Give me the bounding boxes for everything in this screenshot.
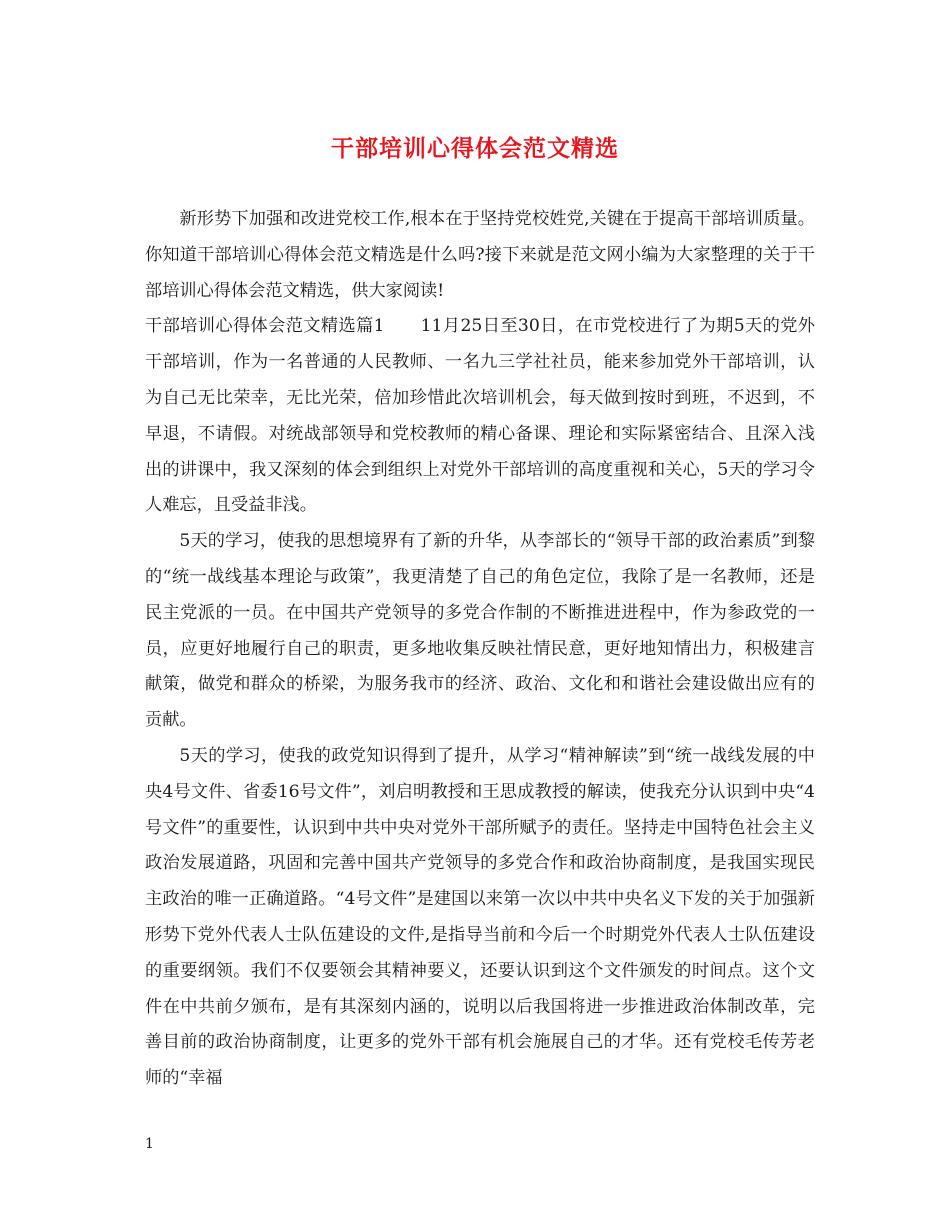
paragraph-2: 5天的学习，使我的思想境界有了新的升华，从李部长的“领导干部的政治素质”到黎的“统一战线基本理论与政策”，我更清楚了自己的角色定位，我除了是一名教师，还是民主党派的一员。在中国共产党领导的多党合作制的不断推进进程中，作为参政党的一员，应更好地履行自己的职责，更多地收集反映社情民意，更好地知情出力，积极建言献策，做党和群众的桥梁，为服务我市的经济、政治、文化和和谐社会建设做出应有的贡献。 bbox=[145, 531, 815, 731]
page-number: 1 bbox=[145, 1136, 154, 1152]
section-heading: 干部培训心得体会范文精选篇1 bbox=[145, 316, 385, 337]
section-paragraph-1 bbox=[145, 309, 815, 524]
section-first-text: 11月25日至30日，在市党校进行了为期5天的党外干部培训，作为一名普通的人民教师、一名九三学社社员，能来参加党外干部培训，认为自己无比荣幸，无比光荣，倍加珍惜此次培训机会，每天做到按时到班，不迟到，不早退，不请假。对统战部领导和党校教师的精心备课、理论和实际紧密结合、且深入浅出的讲课中，我又深刻的体会到组织上对党外干部培训的高度重视和关心，5天的学习令人难忘，且受益非浅。 bbox=[145, 316, 815, 516]
document-title: 干部培训心得体会范文精选 bbox=[331, 135, 619, 162]
document-body bbox=[145, 202, 815, 1097]
paragraph-3: 5天的学习，使我的政党知识得到了提升，从学习“精神解读”到“统一战线发展的中央4号文件、省委16号文件”，刘启明教授和王思成教授的解读，使我充分认识到中央“4号文件”的重要性，认识到中共中央对党外干部所赋予的责任。坚持走中国特色社会主义政治发展道路，巩固和完善中国共产党领导的多党合作和政治协商制度，是我国实现民主政治的唯一正确道路。“4号文件”是建国以来第一次以中共中央名义下发的关于加强新形势下党外代表人士队伍建设的文件,是指导当前和今后一个时期党外代表人士队伍建设的重要纲领。我们不仅要领会其精神要义，还要认识到这个文件颁发的时间点。这个文件在中共前夕颁布，是有其深刻内涵的，说明以后我国将进一步推进政治体制改革，完善目前的政治协商制度，让更多的党外干部有机会施展自己的才华。还有党校毛传芳老师的“幸福 bbox=[145, 745, 815, 1089]
intro-paragraph: 新形势下加强和改进党校工作,根本在于坚持党校姓党,关键在于提高干部培训质量。你知道干部培训心得体会范文精选是什么吗?接下来就是范文网小编为大家整理的关于干部培训心得体会范文精选，供大家阅读! bbox=[145, 209, 815, 301]
